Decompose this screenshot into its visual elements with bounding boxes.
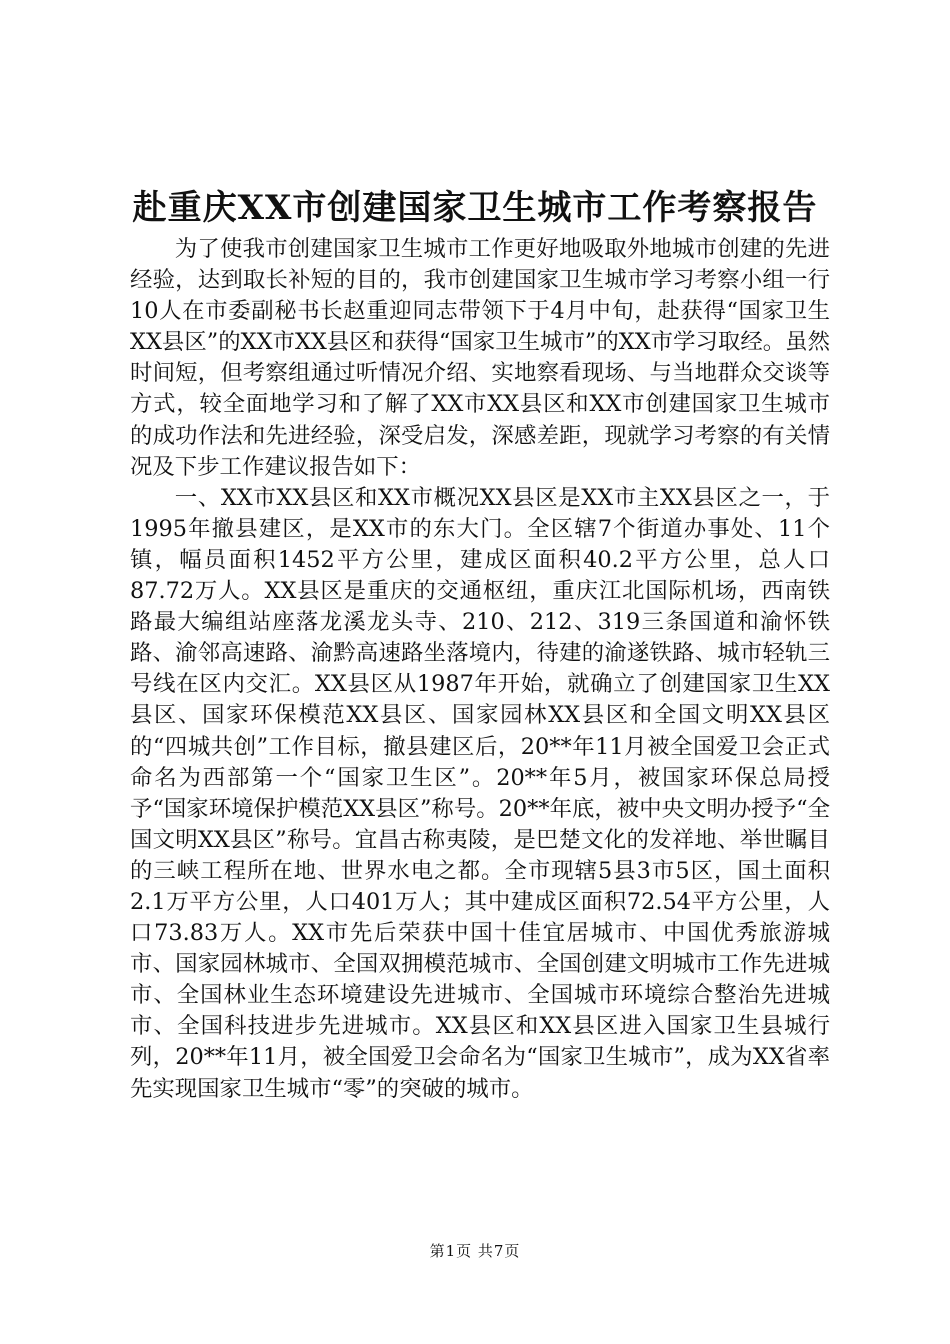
document-body [130, 234, 830, 1105]
page-number: 第1页 共7页 [429, 1242, 521, 1260]
paragraph-overview: 一、XX市XX县区和XX市概况XX县区是XX市主XX县区之一，于1995年撤县建区，是XX市的东大门。全区辖7个街道办事处、11个镇，幅员面积1452平方公里，建成区面积40.2平方公里，总人口87.72万人。XX县区是重庆的交通枢纽，重庆江北国际机场，西南铁路最大编组站座落龙溪龙头寺、210、212、319三条国道和渝怀铁路、渝邻高速路、渝黔高速路坐落境内，待建的渝遂铁路、城市轻轨三号线在区内交汇。XX县区从1987年开始，就确立了创建国家卫生XX县区、国家环保模范XX县区、国家园林XX县区和全国文明XX县区的“四城共创”工作目标，撤县建区后，20**年11月被全国爱卫会正式命名为西部第一个“国家卫生区”。20**年5月，被国家环保总局授予“国家环境保护模范XX县区”称号。20**年底，被中央文明办授予“全国文明XX县区”称号。宜昌古称夷陵，是巴楚文化的发祥地、举世瞩目的三峡工程所在地、世界水电之都。全市现辖5县3市5区，国土面积2.1万平方公里，人口401万人；其中建成区面积72.54平方公里，人口73.83万人。XX市先后荣获中国十佳宜居城市、中国优秀旅游城市、国家园林城市、全国双拥模范城市、全国创建文明城市工作先进城市、全国林业生态环境建设先进城市、全国城市环境综合整治先进城市、全国科技进步先进城市。XX县区和XX县区进入国家卫生县城行列，20**年11月，被全国爱卫会命名为“国家卫生城市”，成为XX省率先实现国家卫生城市“零”的突破的城市。 [130, 484, 830, 1102]
paragraph-intro: 为了使我市创建国家卫生城市工作更好地吸取外地城市创建的先进经验，达到取长补短的目的，我市创建国家卫生城市学习考察小组一行10人在市委副秘书长赵重迎同志带领下于4月中旬，赴获得“国家卫生XX县区”的XX市XX县区和获得“国家卫生城市”的XX市学习取经。虽然时间短，但考察组通过听情况介绍、实地察看现场、与当地群众交谈等方式，较全面地学习和了解了XX市XX县区和XX市创建国家卫生城市的成功作法和先进经验，深受启发，深感差距，现就学习考察的有关情况及下步工作建议报告如下： [130, 236, 830, 480]
document-title: 赴重庆XX市创建国家卫生城市工作考察报告 [132, 188, 818, 228]
